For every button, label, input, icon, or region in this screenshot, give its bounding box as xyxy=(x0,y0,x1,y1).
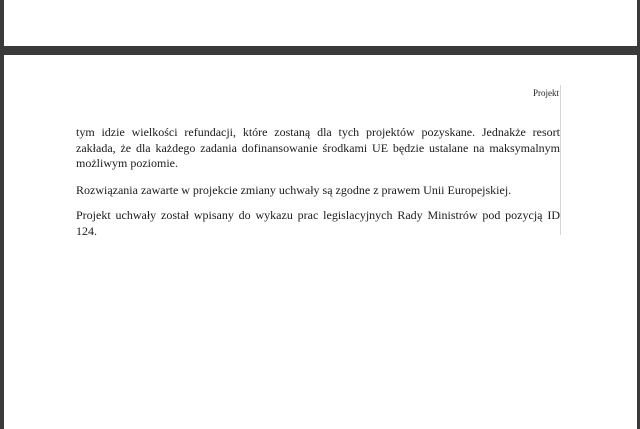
paragraph-3: Projekt uchwały został wpisany do wykazu prac legislacyjnych Rady Ministrów pod pozycją ID 124. xyxy=(76,208,560,238)
body-text xyxy=(76,125,560,249)
page-header-label: Projekt xyxy=(533,88,559,98)
page-margin-line xyxy=(560,85,561,235)
previous-page xyxy=(4,0,637,46)
paragraph-1: tym idzie wielkości refundacji, które zostaną dla tych projektów pozyskane. Jednakże resort zakłada, że dla każdego zadania dofinansowanie środkami UE będzie ustalane na maksymalnym możliwym poziomie. xyxy=(76,125,560,170)
current-page xyxy=(4,55,637,429)
paragraph-2: Rozwiązania zawarte w projekcie zmiany uchwały są zgodne z prawem Unii Europejskiej. xyxy=(76,182,512,197)
